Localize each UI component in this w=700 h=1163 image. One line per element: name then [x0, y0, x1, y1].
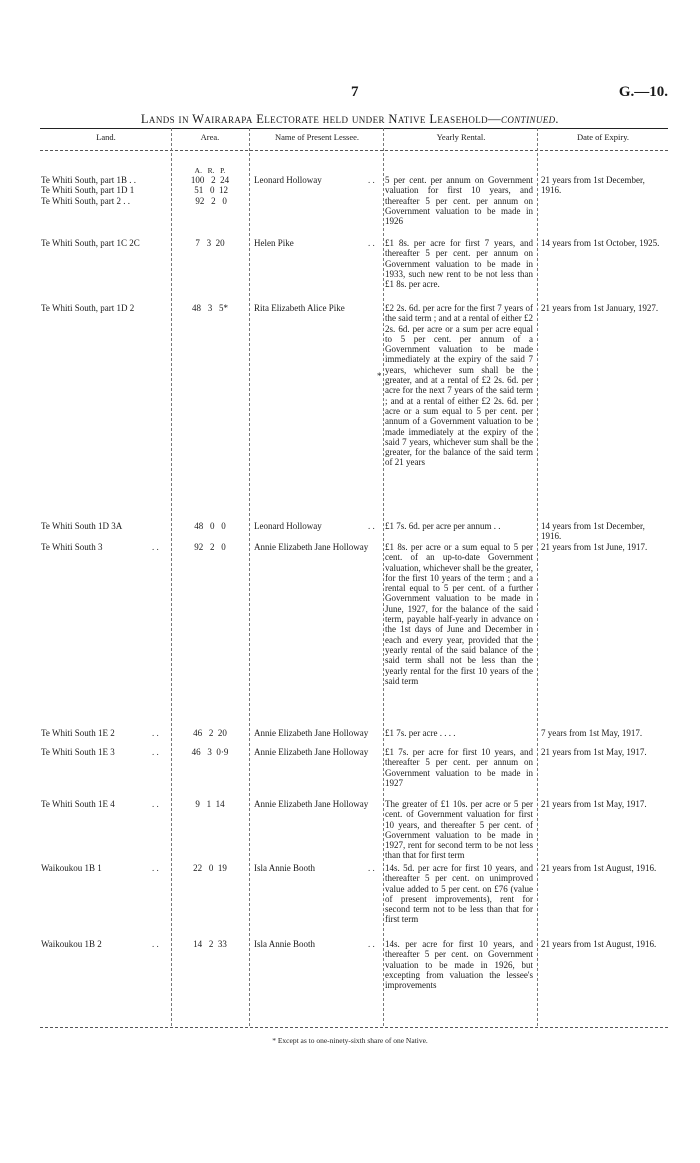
yearly-rental: £1 7s. 6d. per acre per annum . . — [385, 521, 501, 531]
table-top-rule — [40, 128, 668, 129]
land-name: Te Whiti South, part 2 . . — [41, 195, 130, 206]
yearly-rental: 14s. per acre for first 10 years, and thereafter 5 per cent. on Government valuation to be made in 1926, but excepting from valuation the lessee's improvements — [385, 939, 533, 991]
area-value: 92 2 0 — [194, 542, 226, 552]
column-header-rental: Yearly Rental. — [436, 132, 486, 142]
table-header-rule — [40, 150, 668, 151]
land-leader-dots: . . — [152, 863, 159, 873]
lessee-name: Annie Elizabeth Jane Holloway — [254, 542, 369, 552]
area-value: 100 2 24 — [190, 175, 230, 185]
date-of-expiry: 21 years from 1st May, 1917. — [541, 799, 647, 809]
column-divider — [249, 128, 250, 1026]
area-value: 48 0 0 — [194, 521, 226, 531]
column-header-lessee: Name of Present Lessee. — [274, 132, 360, 142]
land-name: Te Whiti South 1D 3A — [41, 521, 123, 531]
date-of-expiry: 14 years from 1st October, 1925. — [541, 238, 660, 248]
column-divider — [537, 128, 538, 1026]
date-of-expiry: 21 years from 1st August, 1916. — [541, 939, 657, 949]
lessee-leader-dots: . . — [368, 175, 375, 185]
yearly-rental: £1 8s. per acre for first 7 years, and thereafter 5 per cent. per annum on Government valuation to be made in 1933, such new rent to be not less than £1 8s. per acre. — [385, 238, 533, 290]
land-name: Te Whiti South 1E 4 — [41, 799, 115, 809]
land-name: Te Whiti South 3 — [41, 542, 103, 552]
yearly-rental: £1 8s. per acre or a sum equal to 5 per cent. of an up-to-date Government valuation, whichever shall be the greater, for the first 10 years of the term ; and a rental equal to 5 per cent. of a further Government valuation to be made in June, 1927, for the balance of the said term, payable half-yearly in advance on the 1st days of June and December in each and every year, provided that the yearly rental of the said balance of the said term shall not be less than the yearly rental for the first 10 years of the said term — [385, 542, 533, 686]
area-value: 46 3 0·9 — [191, 747, 229, 757]
land-leader-dots: . . — [152, 747, 159, 757]
lessee-name: Leonard Holloway — [254, 521, 322, 531]
yearly-rental: The greater of £1 10s. per acre or 5 per cent. of Government valuation for first 10 years, and thereafter 5 per cent. of Government valuation to be made in 1927, rent for second term to be not less than that for first term — [385, 799, 533, 861]
area-value: 22 0 19 — [193, 863, 227, 873]
lessee-name: Leonard Holloway — [254, 175, 322, 185]
date-of-expiry: 7 years from 1st May, 1917. — [541, 728, 643, 738]
land-name: Waikoukou 1B 2 — [41, 939, 102, 949]
land-leader-dots: . . — [152, 542, 159, 552]
table-title-main: Lands in Wairarapa Electorate held under Native Leasehold— — [140, 112, 501, 126]
lessee-leader-dots: . . — [368, 939, 375, 949]
table-title — [0, 112, 700, 127]
lessee-name: Annie Elizabeth Jane Holloway — [254, 799, 369, 809]
column-divider — [383, 128, 384, 1026]
yearly-rental: £2 2s. 6d. per acre for the first 7 years of the said term ; and at a rental of either £2 2s. 6d. per acre or a sum per acre equal to 5 per cent. per annum of a Government valuation to be made immediately at the expiry of the said 7 years, whichever sum shall be the greater, and at a rental of £2 2s. 6d. per acre for the next 7 years of the said term ; and at a rental of either £2 2s. 6d. per acre or a sum equal to 5 per cent. per annum of a Government valuation to be made immediately at the expiry of the said 7 years, whichever sum shall be the greater, for the balance of the said term of 21 years — [385, 303, 533, 468]
date-of-expiry: 21 years from 1st August, 1916. — [541, 863, 657, 873]
lessee-leader-dots: . . — [368, 863, 375, 873]
land-name: Waikoukou 1B 1 — [41, 863, 102, 873]
lessee-name: Annie Elizabeth Jane Holloway — [254, 728, 369, 738]
land-name: Te Whiti South, part 1B . . — [41, 175, 136, 185]
lessee-leader-dots: . . — [368, 238, 375, 248]
area-value: 9 1 14 — [195, 799, 225, 809]
land-leader-dots: . . — [152, 939, 159, 949]
land-name: Te Whiti South, part 1C 2C — [41, 238, 140, 248]
page-number: 7 — [351, 84, 359, 100]
land-name: Te Whiti South 1E 3 — [41, 747, 115, 757]
area-value: 7 3 20 — [195, 238, 225, 248]
land-name: Te Whiti South, part 1D 2 — [41, 303, 135, 313]
asterisk-mark: * — [377, 371, 382, 381]
page-header — [0, 84, 700, 104]
land-leader-dots: . . — [152, 799, 159, 809]
lessee-leader-dots: . . — [368, 521, 375, 531]
yearly-rental: £1 7s. per acre . . . . — [385, 728, 456, 738]
area-units-header: A. R. P. — [194, 166, 226, 175]
land-name: Te Whiti South 1E 2 — [41, 728, 115, 738]
area-value: 48 3 5* — [192, 303, 228, 313]
table-title-suffix: continued. — [500, 112, 560, 126]
date-of-expiry: 21 years from 1st December, 1916. — [541, 175, 645, 196]
table-bottom-rule — [40, 1027, 668, 1028]
date-of-expiry: 21 years from 1st May, 1917. — [541, 747, 647, 757]
lessee-name: Annie Elizabeth Jane Holloway — [254, 747, 369, 757]
column-header-area: Area. — [200, 132, 220, 142]
lessee-name: Helen Pike — [254, 238, 294, 248]
footnote: * Except as to one-ninety-sixth share of one Native. — [272, 1036, 428, 1045]
yearly-rental: £1 7s. per acre for first 10 years, and thereafter 5 per cent. per annum on Government valuation to be made in 1927 — [385, 747, 533, 788]
date-of-expiry: 14 years from 1st December, 1916. — [541, 521, 645, 542]
column-divider — [171, 128, 172, 1026]
date-of-expiry: 21 years from 1st January, 1927. — [541, 303, 659, 313]
document-reference: G.—10. — [618, 84, 668, 100]
yearly-rental: 14s. 5d. per acre for first 10 years, and thereafter 5 per cent. on unimproved value added to 5 per cent. on £76 (value of present improvements), rent for second term not to be less than that for first term — [385, 863, 533, 925]
lessee-name: Isla Annie Booth — [254, 863, 315, 873]
lessee-name: Isla Annie Booth — [254, 939, 315, 949]
column-header-land: Land. — [96, 132, 116, 142]
area-value: 92 2 0 — [193, 195, 227, 206]
area-value: 46 2 20 — [193, 728, 227, 738]
column-header-expiry: Date of Expiry. — [576, 132, 630, 142]
area-value: 51 0 12 — [192, 185, 228, 196]
land-leader-dots: . . — [152, 728, 159, 738]
yearly-rental: 5 per cent. per annum on Government valuation for first 10 years, and thereafter 5 per cent. per annum on Government valuation to be made in 1926 — [385, 175, 533, 227]
area-value: 14 2 33 — [193, 939, 227, 949]
date-of-expiry: 21 years from 1st June, 1917. — [541, 542, 648, 552]
land-name: Te Whiti South, part 1D 1 — [41, 185, 135, 196]
lessee-name: Rita Elizabeth Alice Pike — [254, 303, 345, 313]
